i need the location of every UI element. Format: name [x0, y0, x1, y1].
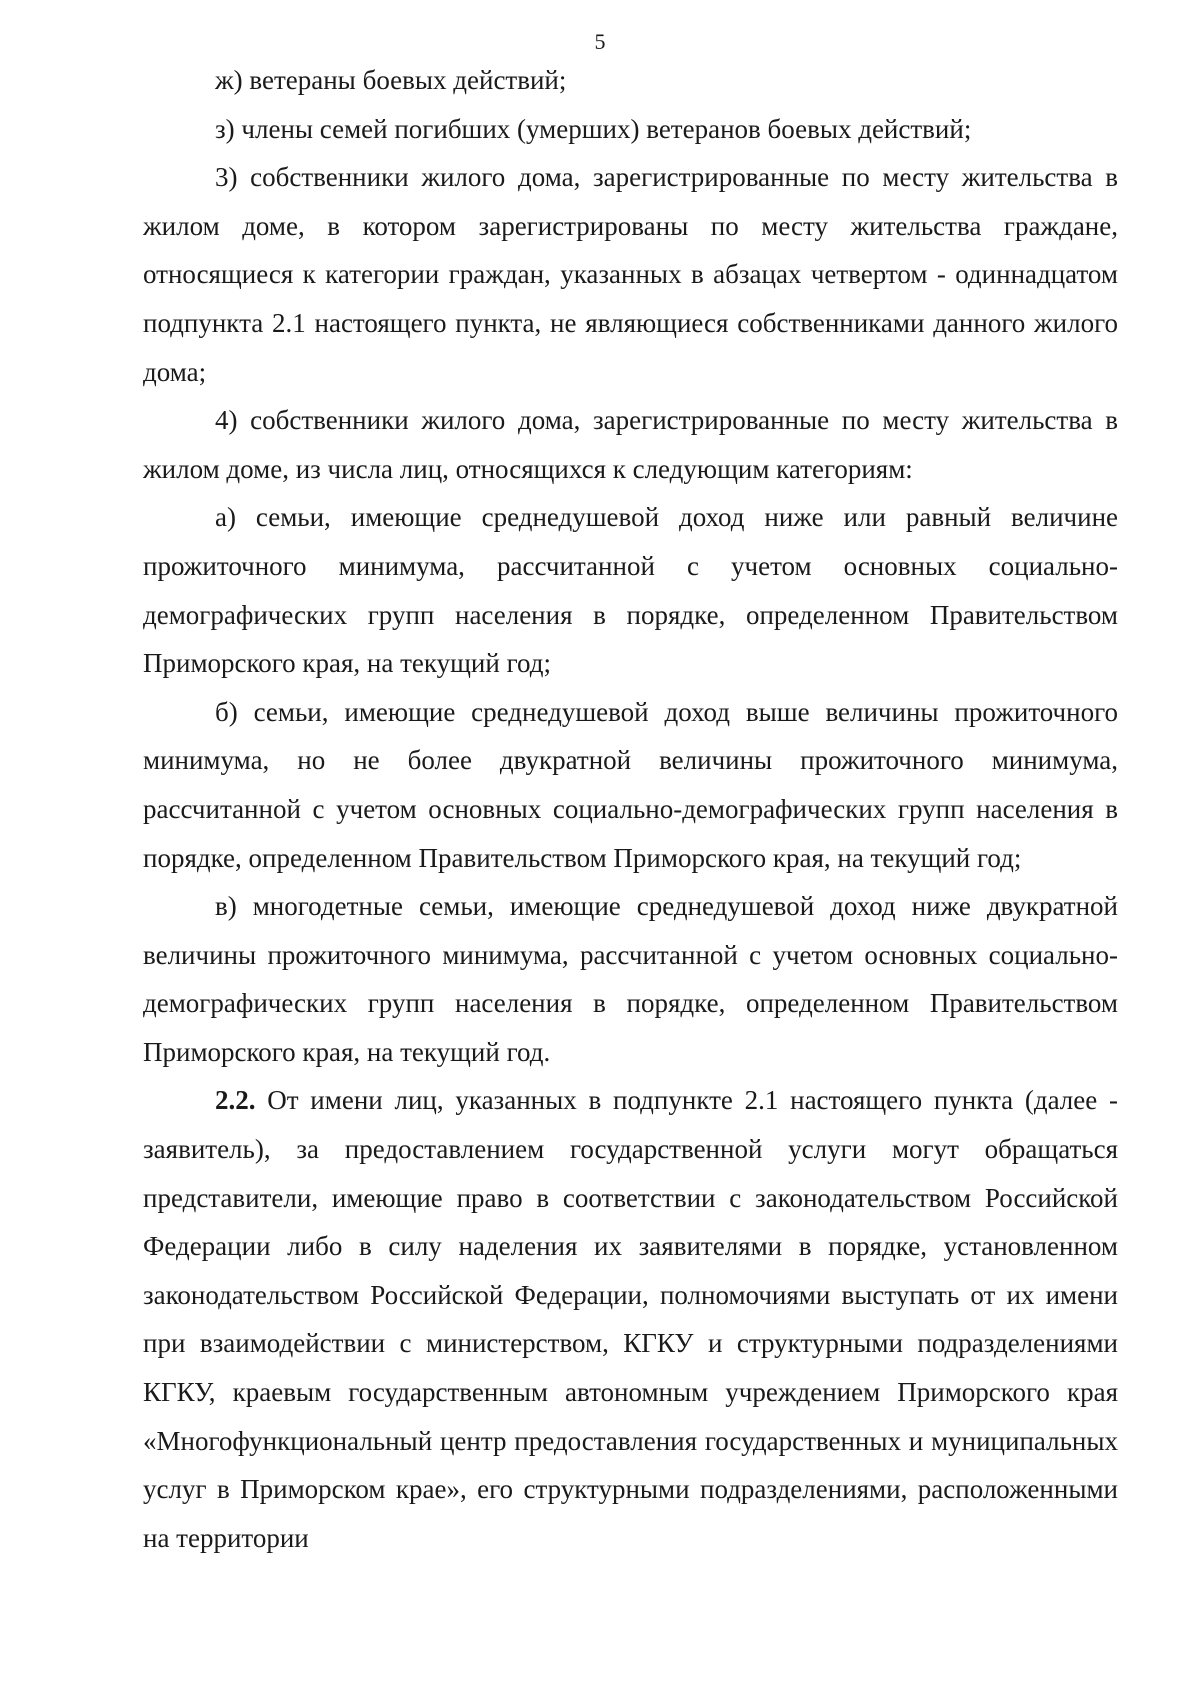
paragraph-subitem-v: в) многодетные семьи, имеющие среднедушевой доход ниже двукратной величины прожиточного минимума, рассчитанной с учетом основных социально-демографических групп населения в порядке, определенном Правительством Приморского края, на текущий год. [143, 891, 1118, 1067]
paragraph-item-4-owners: 4) собственники жилого дома, зарегистрированные по месту жительства в жилом доме, из числа лиц, относящихся к следующим категориям: [143, 405, 1118, 484]
page-number: 5 [594, 29, 606, 54]
section-text: От имени лиц, указанных в подпункте 2.1 настоящего пункта (далее - заявитель), за предоставлением государственной услуги могут обращаться представители, имеющие право в соответствии с законодательством Российской Федерации либо в силу наделения их заявителями в порядке, установленном законодательством Российской Федерации, полномочиями выступать от их имени при взаимодействии с министерством, КГКУ и структурными подразделениями КГКУ, краевым государственным автономным учреждением Приморского края «Многофункциональный центр предоставления государственных и муниципальных услуг в Приморском крае», его структурными подразделениями, расположенными на территории [143, 1085, 1118, 1553]
paragraph-subitem-a: а) семьи, имеющие среднедушевой доход ниже или равный величине прожиточного минимума, рассчитанной с учетом основных социально-демографических групп населения в порядке, определенном Правительством Приморского края, на текущий год; [143, 502, 1118, 679]
paragraph-veteran-families: з) члены семей погибших (умерших) ветеранов боевых действий; [215, 113, 972, 144]
document-body [143, 56, 1118, 1562]
section-number: 2.2. [215, 1085, 256, 1116]
paragraph-item-3-owners: 3) собственники жилого дома, зарегистрированные по месту жительства в жилом доме, в котором зарегистрированы по месту жительства граждане, относящиеся к категории граждан, указанных в абзацах четвертом - одиннадцатом подпункта 2.1 настоящего пункта, не являющиеся собственниками данного жилого дома; [143, 162, 1118, 387]
paragraph-veterans: ж) ветераны боевых действий; [215, 65, 567, 95]
paragraph-section-2-2 [143, 1076, 1118, 1562]
paragraph-subitem-b: б) семьи, имеющие среднедушевой доход выше величины прожиточного минимума, но не более двукратной величины прожиточного минимума, рассчитанной с учетом основных социально-демографических групп населения в порядке, определенном Правительством Приморского края, на текущий год; [143, 696, 1118, 873]
